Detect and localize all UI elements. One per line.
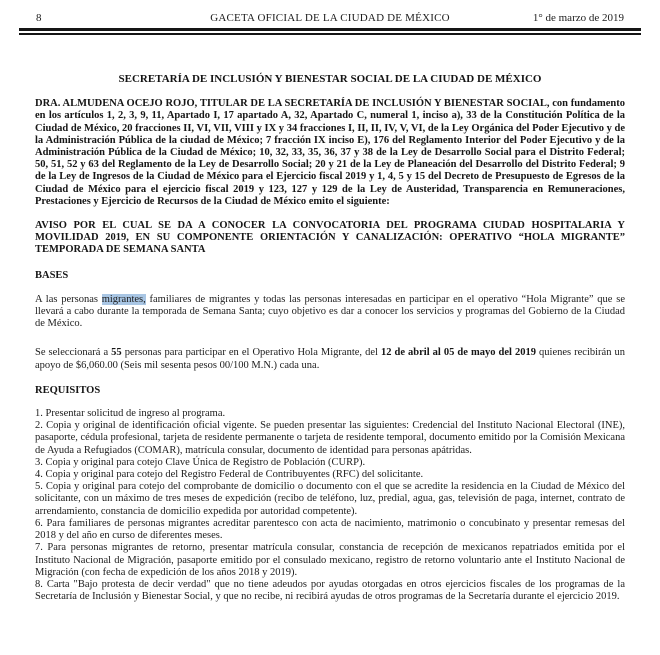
requisito-item: 7. Para personas migrantes de retorno, presentar matrícula consular, constancia de recepción de mexicanos repatriados emitida por el Instituto Nacional de Migración, pasaporte emitido por el consulado mexicano, registro de retorno voluntario ante el Instituto Nacional de Migración (con fecha de expedición de los años 2018 y 2019). (35, 542, 625, 578)
bases-p2-pre: Se seleccionará a (35, 347, 112, 359)
document-content (35, 73, 625, 603)
bases-p2-mid: personas para participar en el Operativo Hola Migrante, del (121, 347, 381, 359)
requisitos-list (35, 408, 625, 603)
bases-paragraph-1 (35, 294, 625, 331)
bases-p1-pre: A las personas (35, 293, 102, 305)
header-date: 1° de marzo de 2019 (532, 12, 624, 24)
selected-count: 55 (111, 347, 122, 359)
requisito-item: 2. Copia y original de identificación oficial vigente. Se pueden presentar las siguientes: Credencial del Instituto Nacional Electoral (INE), pasaporte, cédula profesional, tarjeta de residente permanente o tarjeta de residente temporal, documento emitido por la Comisión Mexicana de Ayuda a Refugiados (COMAR), matrícula consular, documento de identidad para personas apátridas. (35, 420, 625, 456)
requisito-item: 3. Copia y original para cotejo Clave Única de Registro de Población (CURP). (35, 456, 366, 468)
page-number: 8 (36, 12, 42, 24)
bases-paragraph-2 (35, 347, 625, 371)
requisito-item: 1. Presentar solicitud de ingreso al programa. (35, 408, 226, 420)
operative-dates: 12 de abril al 05 de mayo del 2019 (380, 347, 536, 359)
bases-p1-post: familiares de migrantes y todas las personas interesadas en participar en el operativo “Hola Migrante” que se llevará a cabo durante la temporada de Semana Santa; cuyo objetivo es dar a conocer los servicios y programas del Gobierno de la Ciudad de México. (35, 293, 625, 330)
bases-p2-post: quienes recibirán un apoyo de $6,060.00 (Seis mil sesenta pesos 00/100 M.N.) cada una. (35, 347, 625, 371)
aviso-paragraph: AVISO POR EL CUAL SE DA A CONOCER LA CONVOCATORIA DEL PROGRAMA CIUDAD HOSPITALARIA Y MOVILIDAD 2019, EN SU COMPONENTE ORIENTACIÓN Y CANALIZACIÓN: OPERATIVO “HOLA MIGRANTE” TEMPORADA DE SEMANA SANTA (35, 220, 625, 256)
highlighted-text: migrantes, (101, 293, 146, 305)
requisito-item: 4. Copia y original para cotejo del Registro Federal de Contribuyentes (RFC) del solicitante. (35, 469, 424, 481)
header-double-rule (19, 28, 641, 35)
section-title: SECRETARÍA DE INCLUSIÓN Y BIENESTAR SOCIAL DE LA CIUDAD DE MÉXICO (118, 73, 542, 85)
intro-paragraph: DRA. ALMUDENA OCEJO ROJO, TITULAR DE LA SECRETARÍA DE INCLUSIÓN Y BIENESTAR SOCIAL, con fundamento en los artículos 1, 2, 3, 9, 11, Apartado I, 17 apartado A, 32, Apartado C, numeral 1, inciso a), 33 de la Constitución Política de la Ciudad de México, 20 fracciones II, VI, VII, VIII y IX y 34 fracciones I, II, II, IV, V, VI, de la Ley Orgánica del Poder Ejecutivo y de la Administración Pública de la ciudad de México; 7 fracción IX inciso E), 176 del Reglamento Interior del Poder Ejecutivo y de la Administración Pública de la Ciudad de México; 10, 32, 33, 35, 36, 37 y 38 de la Ley de Desarrollo Social para el Distrito Federal; 50, 51, 52 y 63 del Reglamento de la Ley de Desarrollo Social; 20 y 21 de la Ley de Planeación del Desarrollo del Distrito Federal; 9 de la Ley de Ingresos de la Ciudad de México para el Ejercicio fiscal 2019 y 1, 4, 5 y 15 del Decreto de Presupuesto de Egresos de la Ciudad de México para el ejercicio fiscal 2019 y 123, 127 y 129 de la Ley de Austeridad, Transparencia en Remuneraciones, Prestaciones y Ejercicio de Recursos de la Ciudad de México emito el siguiente: (35, 98, 625, 207)
requisito-item: 8. Carta "Bajo protesta de decir verdad" que no tiene adeudos por ayudas otorgadas en otros ejercicios fiscales de los programas de la Secretaría de Inclusión y Bienestar Social, y que no recibe, ni recibirá ayudas de otros programas de la Secretaría durante el ejercicio 2019. (35, 578, 625, 603)
page-header (36, 11, 624, 25)
requisitos-heading: REQUISITOS (35, 384, 101, 396)
document-page (0, 11, 660, 655)
bases-heading: BASES (35, 269, 69, 281)
requisito-item: 5. Copia y original para cotejo del comprobante de domicilio o documento con el que se acredite la residencia en la Ciudad de México del solicitante, con un máximo de tres meses de expedición (recibo de teléfono, luz, predial, agua, gas, televisión de paga, internet, contrato de arrendamiento, constancia de domicilio expedida por autoridad competente). (35, 481, 625, 517)
requisito-item: 6. Para familiares de personas migrantes acreditar parentesco con acta de nacimiento, matrimonio o concubinato y presentar remesas del 2018 y del año en curso de diferentes meses. (35, 517, 625, 542)
gazette-title: GACETA OFICIAL DE LA CIUDAD DE MÉXICO (210, 12, 450, 24)
